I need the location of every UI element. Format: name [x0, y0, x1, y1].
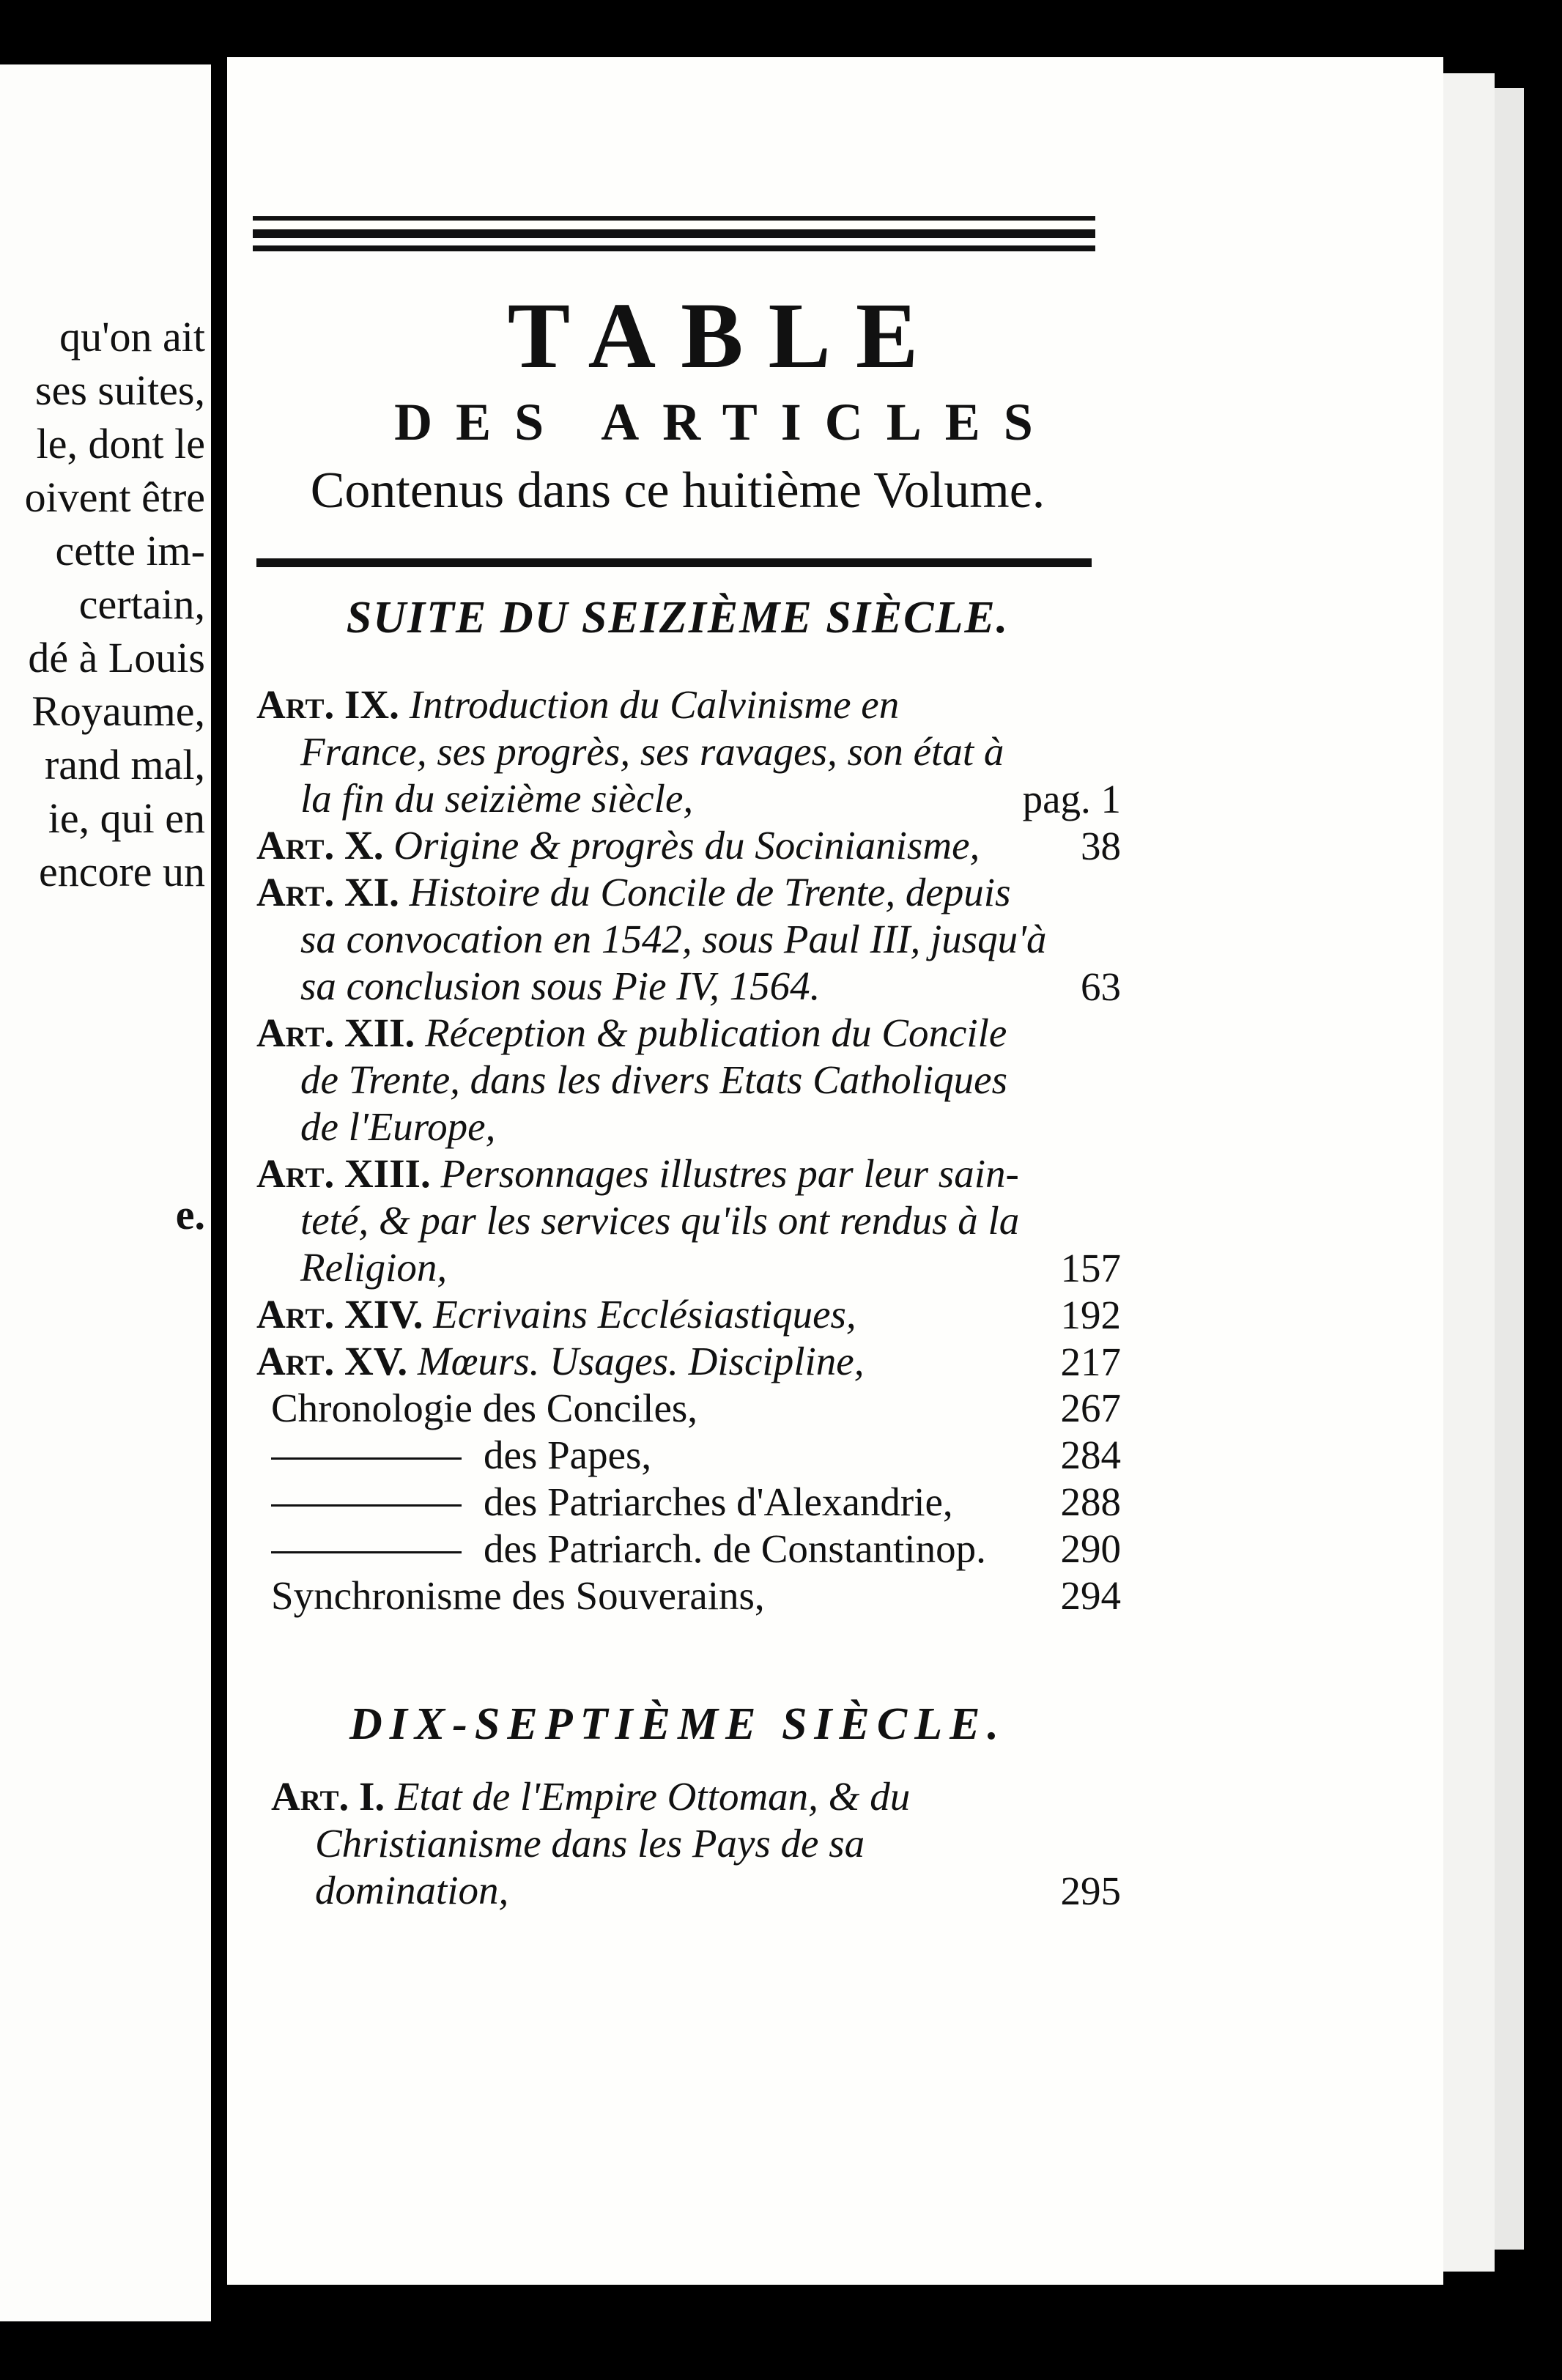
- left-line: le, dont le: [36, 420, 205, 468]
- entry-text: des Papes,: [484, 1433, 652, 1477]
- entry-text: France, ses progrès, ses ravages, son état à: [300, 729, 1004, 774]
- toc-entry: [256, 1479, 1121, 1526]
- left-line: Royaume,: [32, 687, 205, 735]
- entry-text: de l'Europe,: [300, 1104, 496, 1149]
- article-number: Art. XI.: [256, 870, 399, 914]
- toc-list-17: [271, 1773, 1121, 1914]
- article-number: Art. XIII.: [256, 1151, 431, 1196]
- entry-text: Ecrivains Ecclésiastiques,: [433, 1292, 856, 1337]
- ditto-dash: [271, 1551, 462, 1553]
- entry-text: Introduction du Calvinisme en: [409, 682, 900, 727]
- toc-entry: [256, 1385, 1121, 1432]
- left-line: ie, qui en: [48, 794, 205, 842]
- page-edge: [1443, 73, 1495, 2272]
- article-number: Art. I.: [271, 1774, 385, 1819]
- toc-entry: [256, 1338, 1121, 1385]
- page-number: pag. 1: [1022, 777, 1121, 821]
- page-number: 284: [1060, 1433, 1121, 1477]
- toc-entry: [256, 1291, 1121, 1338]
- left-line: e.: [175, 1191, 205, 1238]
- page-number: 217: [1060, 1339, 1121, 1384]
- left-line: rand mal,: [44, 741, 205, 788]
- entry-text: des Patriarches d'Alexandrie,: [484, 1479, 953, 1524]
- article-number: Art. XV.: [256, 1339, 408, 1383]
- divider-rule: [256, 558, 1092, 567]
- left-line: ses suites,: [35, 366, 205, 414]
- page-number: 294: [1060, 1573, 1121, 1618]
- toc-entry: [256, 822, 1121, 869]
- toc-entry: [256, 1526, 1121, 1572]
- page-number: 290: [1060, 1526, 1121, 1571]
- article-number: Art. X.: [256, 823, 384, 868]
- entry-text: Etat de l'Empire Ottoman, & du: [394, 1774, 911, 1819]
- toc-entry: [256, 681, 1121, 822]
- page-number: 267: [1060, 1386, 1121, 1430]
- entry-text: la fin du seizième siècle,: [300, 776, 694, 821]
- left-line: qu'on ait: [59, 313, 205, 361]
- entry-text: Histoire du Concile de Trente, depuis: [409, 870, 1011, 914]
- article-number: Art. XII.: [256, 1010, 415, 1055]
- entry-text: Christianisme dans les Pays de sa domination,: [315, 1821, 865, 1912]
- section-heading-16: SUITE DU SEIZIÈME SIÈCLE.: [346, 593, 1010, 643]
- left-line: oivent être: [24, 473, 205, 521]
- toc-list: [256, 681, 1121, 1619]
- ditto-dash: [271, 1504, 462, 1507]
- entry-text: sa conclusion sous Pie IV, 1564.: [300, 964, 821, 1008]
- entry-text: Chronologie des Conciles,: [271, 1386, 698, 1430]
- top-rule: [253, 216, 1095, 251]
- toc-entries: [256, 681, 1121, 1385]
- toc-entry: [271, 1773, 1121, 1914]
- left-line: certain,: [78, 580, 205, 628]
- entry-text: Religion,: [300, 1245, 448, 1290]
- page-edge: [1495, 88, 1524, 2250]
- page-number: 288: [1060, 1479, 1121, 1524]
- entry-text: Personnages illustres par leur sain-: [440, 1151, 1019, 1196]
- contents-line: Contenus dans ce huitième Volume.: [310, 462, 1045, 519]
- toc-entry: [256, 1010, 1121, 1150]
- entry-text: de Trente, dans les divers Etats Catholiques: [300, 1057, 1007, 1102]
- article-number: Art. XIV.: [256, 1292, 423, 1337]
- entry-text: Mœurs. Usages. Discipline,: [417, 1339, 865, 1383]
- toc-entry: [256, 1432, 1121, 1479]
- ditto-dash: [271, 1457, 462, 1460]
- article-number: Art. IX.: [256, 682, 399, 727]
- entry-text: teté, & par les services qu'ils ont rendus à la: [300, 1198, 1020, 1243]
- page-subtitle: DES ARTICLES: [394, 393, 1056, 451]
- toc-plain-entries: [256, 1385, 1121, 1619]
- page-number: 295: [1060, 1869, 1121, 1913]
- entry-text: des Patriarch. de Constantinop.: [484, 1526, 986, 1571]
- page-number: 157: [1060, 1246, 1121, 1290]
- page-number: 38: [1081, 824, 1121, 868]
- toc-entries-17: [271, 1773, 1121, 1914]
- entry-text: sa convocation en 1542, sous Paul III, jusqu'à: [300, 917, 1047, 961]
- page-number: 63: [1081, 964, 1121, 1009]
- toc-entry: [256, 869, 1121, 1010]
- entry-text: Synchronisme des Souverains,: [271, 1573, 765, 1618]
- toc-entry: [256, 1572, 1121, 1619]
- section-heading-17: DIX-SEPTIÈME SIÈCLE.: [349, 1699, 1006, 1749]
- entry-text: Réception & publication du Concile: [425, 1010, 1007, 1055]
- page-number: 192: [1060, 1293, 1121, 1337]
- toc-entry: [256, 1150, 1121, 1291]
- left-line: cette im-: [55, 527, 205, 574]
- left-line: dé à Louis: [28, 634, 205, 681]
- page-title: TABLE: [507, 284, 944, 388]
- left-line: encore un: [38, 848, 205, 895]
- entry-text: Origine & progrès du Socinianisme,: [393, 823, 980, 868]
